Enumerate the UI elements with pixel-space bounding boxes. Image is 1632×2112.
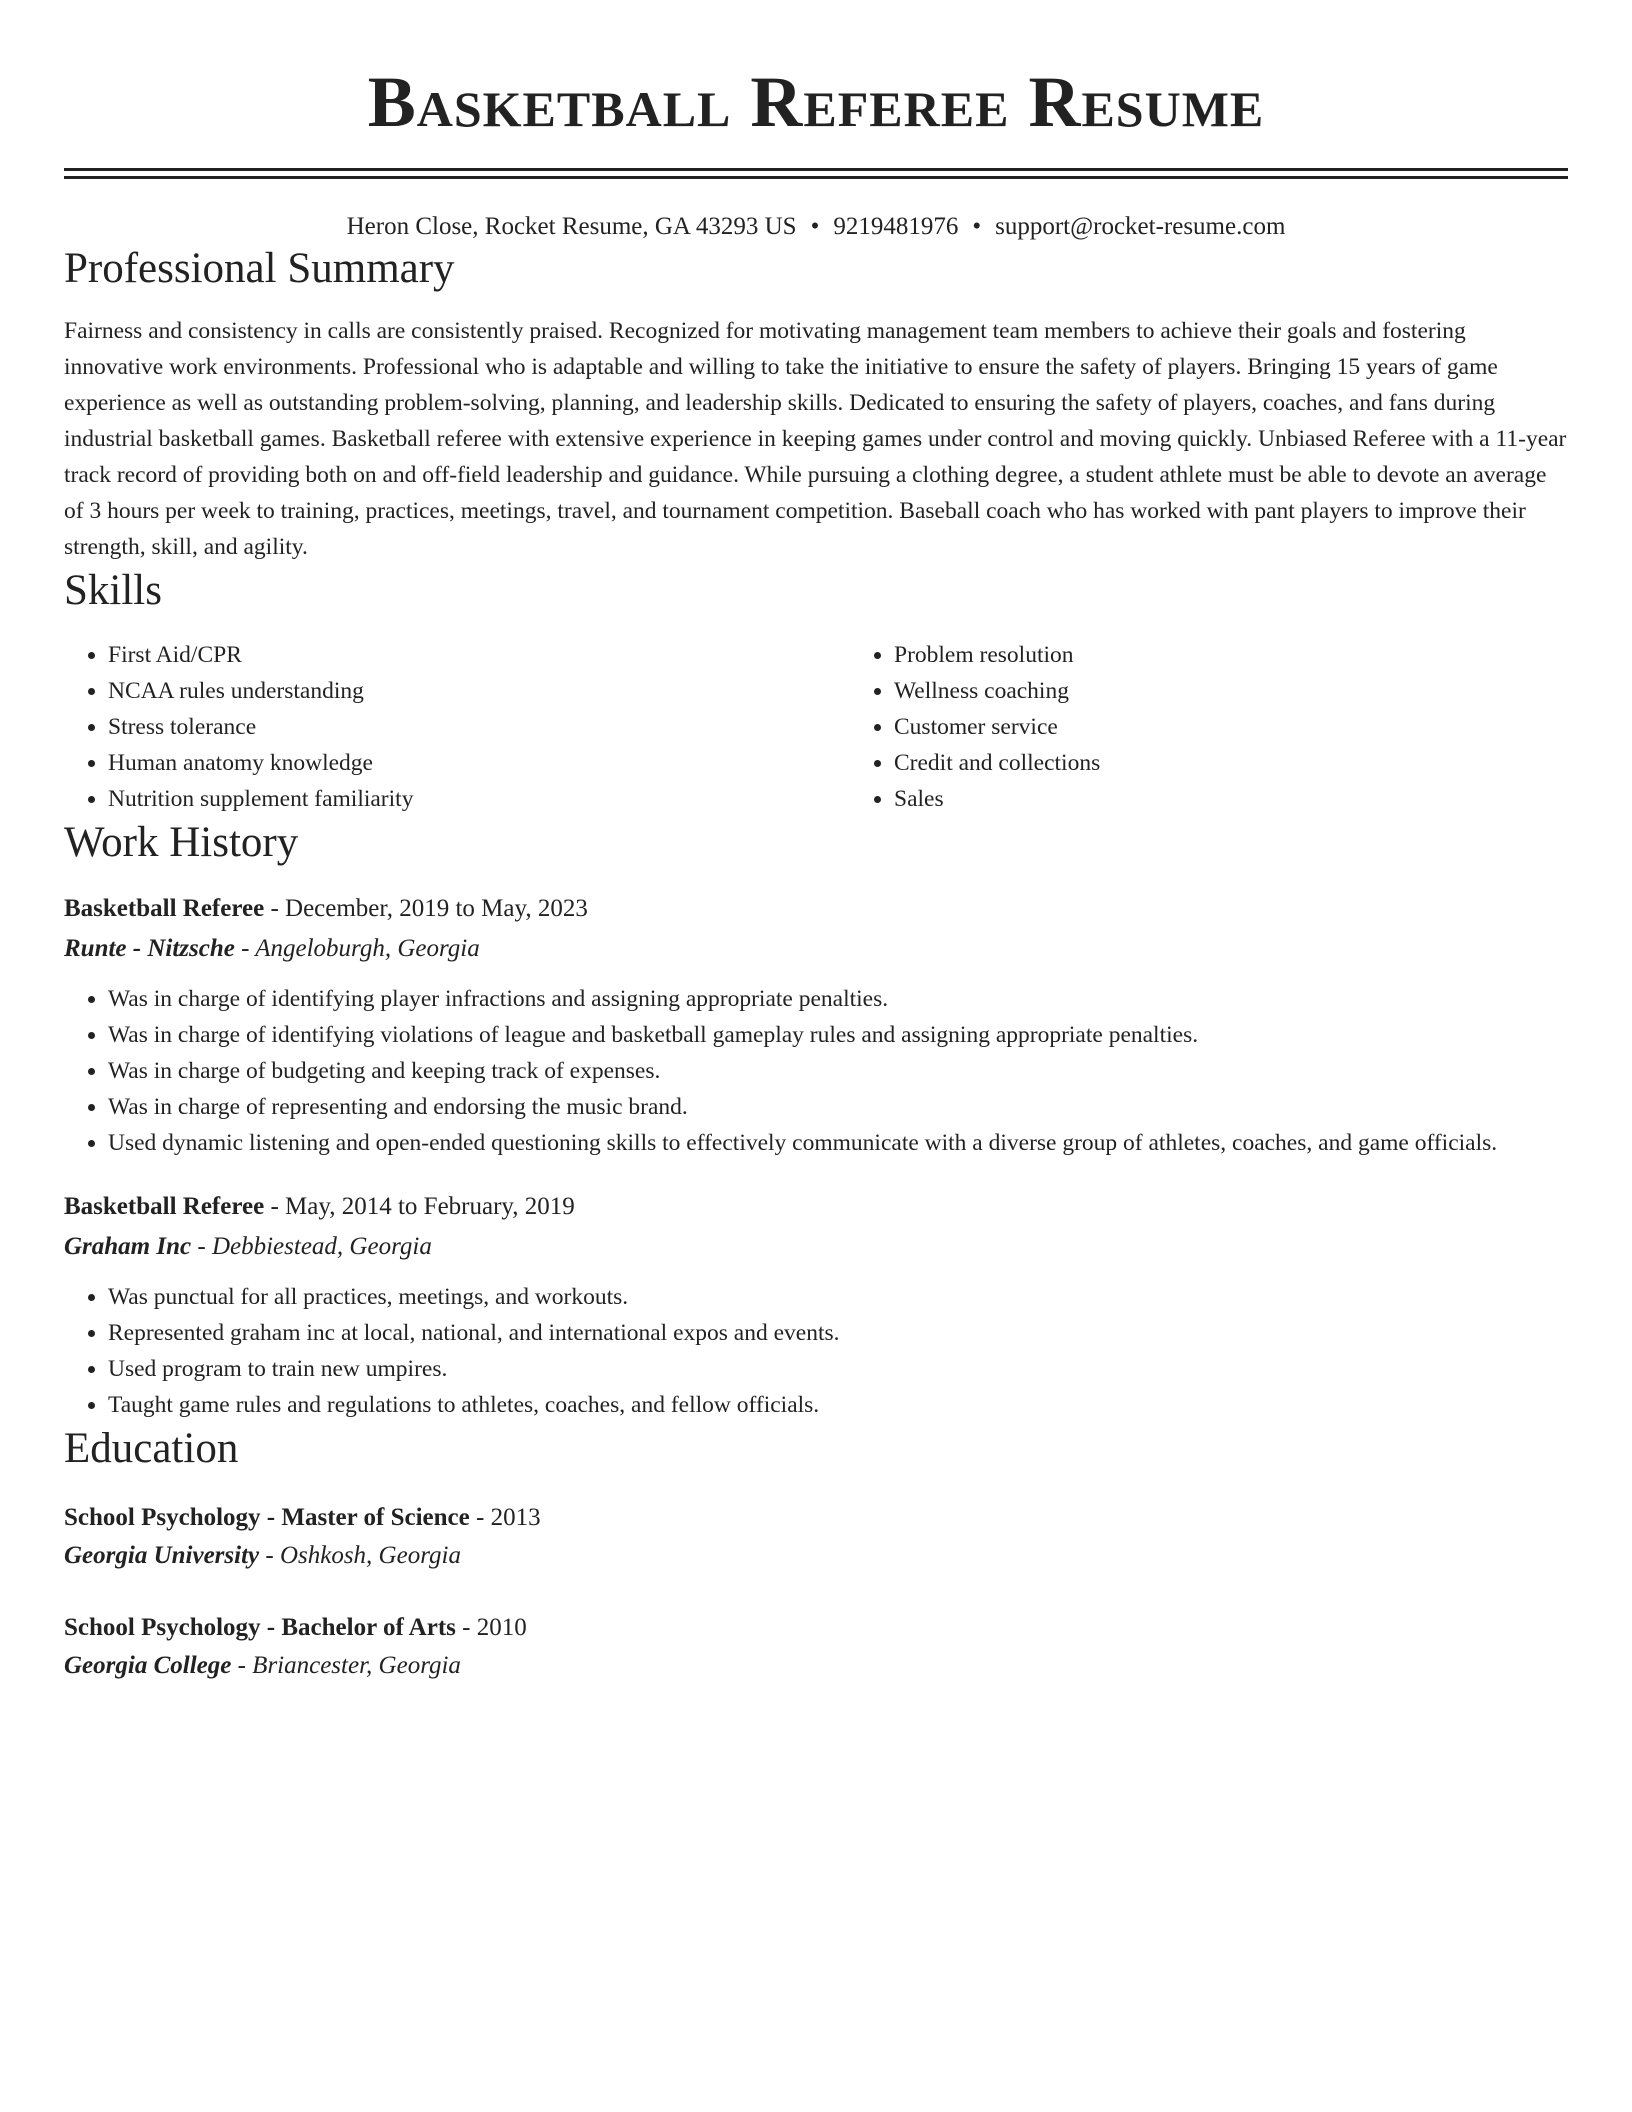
education-location: Briancester, Georgia xyxy=(252,1652,461,1679)
skill-item: • Human anatomy knowledge xyxy=(108,745,850,781)
contact-separator: • xyxy=(972,213,982,240)
education-heading: Education xyxy=(64,1425,239,1472)
skill-item: • Problem resolution xyxy=(894,637,1632,673)
skill-item: • Stress tolerance xyxy=(108,709,850,745)
job-bullet: • Represented graham inc at local, national, and international expos and events. xyxy=(108,1315,1568,1351)
contact-line xyxy=(64,211,1568,243)
resume-title: Basketball Referee Resume xyxy=(367,62,1265,142)
job-bullet: • Used program to train new umpires. xyxy=(108,1351,1568,1387)
skill-item: • Credit and collections xyxy=(894,745,1632,781)
skill-item: • First Aid/CPR xyxy=(108,637,850,673)
skill-item: • NCAA rules understanding xyxy=(108,673,850,709)
job-company: Graham Inc xyxy=(64,1233,192,1260)
education-school: Georgia University xyxy=(64,1542,260,1569)
job-bullet: • Was punctual for all practices, meetings, and workouts. xyxy=(108,1279,1568,1315)
title-divider xyxy=(64,168,1568,179)
job-bullets xyxy=(64,1279,1568,1423)
contact-address: Heron Close, Rocket Resume, GA 43293 US xyxy=(346,213,797,240)
job-company-line: Runte - Nitzsche - Angeloburgh, Georgia xyxy=(64,935,480,962)
job-bullet: • Taught game rules and regulations to athletes, coaches, and fellow officials. xyxy=(108,1387,1568,1423)
job-entry xyxy=(64,889,1568,1161)
contact-separator: • xyxy=(810,213,820,240)
job-company-line: Graham Inc - Debbiestead, Georgia xyxy=(64,1233,432,1260)
skills-list xyxy=(64,637,1568,817)
summary-heading: Professional Summary xyxy=(64,245,455,292)
education-year: 2010 xyxy=(476,1614,527,1641)
education-school: Georgia College xyxy=(64,1652,232,1679)
education-degree: School Psychology - Bachelor of Arts xyxy=(64,1614,456,1641)
education-school-line: Georgia University - Oshkosh, Georgia xyxy=(64,1542,461,1569)
skills-column-right xyxy=(850,637,1632,817)
job-location: Debbiestead, Georgia xyxy=(211,1233,432,1260)
contact-phone: 9219481976 xyxy=(833,213,959,240)
education-degree-line: School Psychology - Master of Science - 2013 xyxy=(64,1504,541,1531)
job-location: Angeloburgh, Georgia xyxy=(255,935,480,962)
skill-item: • Nutrition supplement familiarity xyxy=(108,781,850,817)
education-year: 2013 xyxy=(490,1504,541,1531)
job-title: Basketball Referee xyxy=(64,895,265,922)
skill-item: • Sales xyxy=(894,781,1632,817)
job-entry xyxy=(64,1187,1568,1423)
education-school-line: Georgia College - Briancester, Georgia xyxy=(64,1652,461,1679)
job-bullet: • Used dynamic listening and open-ended questioning skills to effectively communicate with a diverse group of athletes, coaches, and game officials. xyxy=(108,1125,1568,1161)
job-bullet: • Was in charge of budgeting and keeping track of expenses. xyxy=(108,1053,1568,1089)
contact-email: support@rocket-resume.com xyxy=(995,213,1286,240)
job-bullet: • Was in charge of representing and endorsing the music brand. xyxy=(108,1089,1568,1125)
summary-text: Fairness and consistency in calls are consistently praised. Recognized for motivating management team members to achieve their goals and fostering innovative work environments. Professional who is adaptable and willing to take the initiative to ensure the safety of players. Bringing 15 years of game experience as well as outstanding problem-solving, planning, and leadership skills. Dedicated to ensuring the safety of players, coaches, and fans during industrial basketball games. Basketball referee with extensive experience in keeping games under control and moving quickly. Unbiased Referee with a 11-year track record of providing both on and off-field leadership and guidance. While pursuing a clothing degree, a student athlete must be able to devote an average of 3 hours per week to training, practices, meetings, travel, and tournament competition. Baseball coach who has worked with pant players to improve their strength, skill, and agility. xyxy=(64,318,1567,560)
job-dates: December, 2019 to May, 2023 xyxy=(285,895,588,922)
skill-item: • Customer service xyxy=(894,709,1632,745)
job-title-line: Basketball Referee - December, 2019 to May, 2023 xyxy=(64,895,588,922)
skill-item: • Wellness coaching xyxy=(894,673,1632,709)
job-company: Runte - Nitzsche xyxy=(64,935,235,962)
work-history-heading: Work History xyxy=(64,819,299,866)
job-bullet: • Was in charge of identifying violations of league and basketball gameplay rules and assigning appropriate penalties. xyxy=(108,1017,1568,1053)
job-title-line: Basketball Referee - May, 2014 to February, 2019 xyxy=(64,1193,575,1220)
skills-column-left xyxy=(64,637,850,817)
job-bullet: • Was in charge of identifying player infractions and assigning appropriate penalties. xyxy=(108,981,1568,1017)
education-degree: School Psychology - Master of Science xyxy=(64,1504,470,1531)
education-entry xyxy=(64,1499,1568,1575)
job-bullets xyxy=(64,981,1568,1161)
skills-heading: Skills xyxy=(64,567,162,614)
education-degree-line: School Psychology - Bachelor of Arts - 2010 xyxy=(64,1614,527,1641)
education-entry xyxy=(64,1609,1568,1685)
job-dates: May, 2014 to February, 2019 xyxy=(285,1193,575,1220)
education-location: Oshkosh, Georgia xyxy=(279,1542,461,1569)
job-title: Basketball Referee xyxy=(64,1193,265,1220)
